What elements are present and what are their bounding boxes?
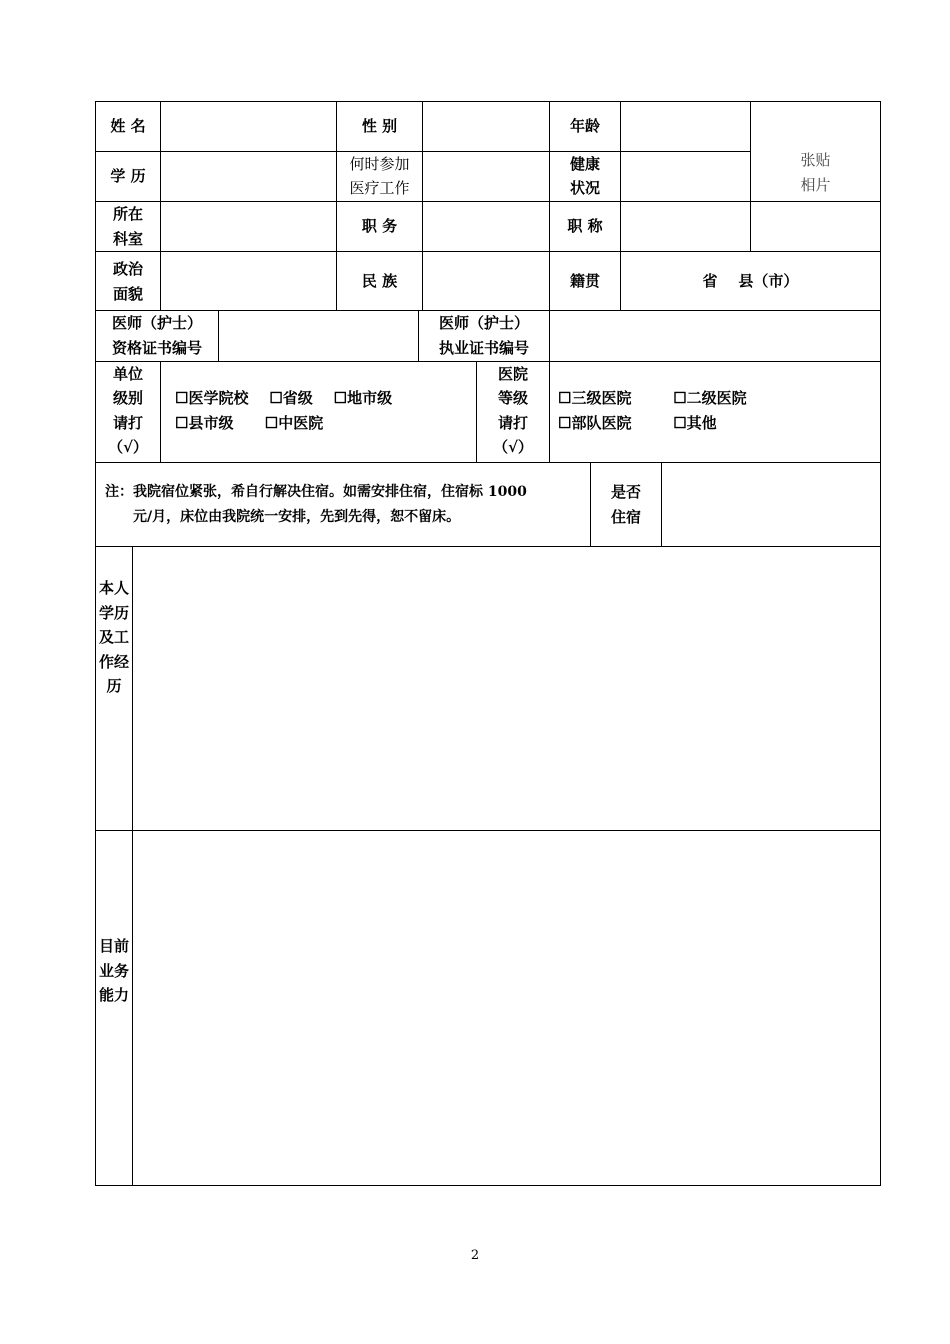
qualification-cert-label-line1: 医师（护士）	[111, 314, 202, 332]
hospital-grade-options-row2[interactable]: ☐部队医院 ☐其他	[558, 414, 717, 432]
join-work-label-line2: 医疗工作	[349, 179, 410, 197]
hospital-grade-label-line3: 请打	[497, 414, 528, 432]
political-status-label-line2: 面貌	[112, 285, 143, 303]
col-line	[160, 101, 161, 310]
hospital-grade-label-line2: 等级	[497, 389, 528, 407]
col-line	[549, 361, 550, 462]
table-border-right	[880, 101, 881, 1186]
hospital-grade-label-line1: 医院	[497, 365, 528, 383]
row-line	[95, 546, 881, 547]
photo-label-line2: 相片	[800, 176, 831, 194]
col-line	[661, 462, 662, 546]
col-line	[160, 361, 161, 462]
row-line	[95, 151, 751, 152]
hospital-grade-options-row1[interactable]: ☐三级医院 ☐二级医院	[558, 389, 747, 407]
join-work-label-line1: 何时参加	[349, 155, 410, 173]
education-label: 学 历	[110, 167, 146, 185]
unit-level-label-line3: 请打	[112, 414, 143, 432]
practice-cert-label-line2: 执业证书编号	[438, 339, 529, 357]
row-line	[95, 830, 881, 831]
gender-label: 性 别	[361, 117, 398, 135]
ethnicity-label: 民 族	[361, 272, 398, 290]
table-border-bottom	[95, 1185, 881, 1186]
experience-label: 本人学历及工作经历	[98, 579, 129, 695]
qualification-cert-label-line2: 资格证书编号	[111, 339, 202, 357]
health-label-line1: 健康	[569, 155, 600, 173]
name-label: 姓 名	[110, 117, 146, 135]
row-line	[95, 462, 881, 463]
col-line	[422, 101, 423, 310]
col-line	[549, 310, 550, 361]
lodging-label-line2: 住宿	[610, 508, 641, 526]
political-status-label-line1: 政治	[112, 260, 143, 278]
unit-level-options-row1[interactable]: ☐医学院校 ☐省级 ☐地市级	[175, 389, 393, 407]
native-place-value: 省 县（市）	[702, 272, 799, 290]
unit-level-label-line1: 单位	[112, 365, 143, 383]
age-label: 年龄	[569, 117, 600, 135]
ability-label: 目前业务能力	[98, 937, 129, 1004]
department-label-line1: 所在	[112, 205, 143, 223]
unit-level-label-line2: 级别	[112, 389, 143, 407]
hospital-grade-label-line4: （√）	[493, 438, 533, 456]
unit-level-options-row2[interactable]: ☐县市级 ☐中医院	[175, 414, 324, 432]
department-label-line2: 科室	[112, 230, 143, 248]
position-label: 职 务	[361, 217, 398, 235]
photo-label-line1: 张贴	[800, 151, 831, 169]
professional-title-label: 职 称	[567, 217, 603, 235]
row-line	[95, 251, 881, 252]
page-number: 2	[470, 1248, 480, 1263]
col-line	[218, 310, 219, 361]
row-line	[95, 201, 881, 202]
lodging-note-line2: 元/月，床位由我院统一安排，先到先得，恕不留床。	[133, 509, 461, 525]
health-label-line2: 状况	[569, 179, 600, 197]
practice-cert-label-line1: 医师（护士）	[438, 314, 529, 332]
unit-level-label-line4: （√）	[108, 438, 148, 456]
lodging-note-line1: 注：我院宿位紧张，希自行解决住宿。如需安排住宿，住宿标 1000	[105, 484, 527, 500]
col-line	[132, 546, 133, 1185]
table-border-top	[95, 101, 881, 102]
lodging-label-line1: 是否	[610, 483, 641, 501]
native-place-label: 籍贯	[569, 272, 600, 290]
